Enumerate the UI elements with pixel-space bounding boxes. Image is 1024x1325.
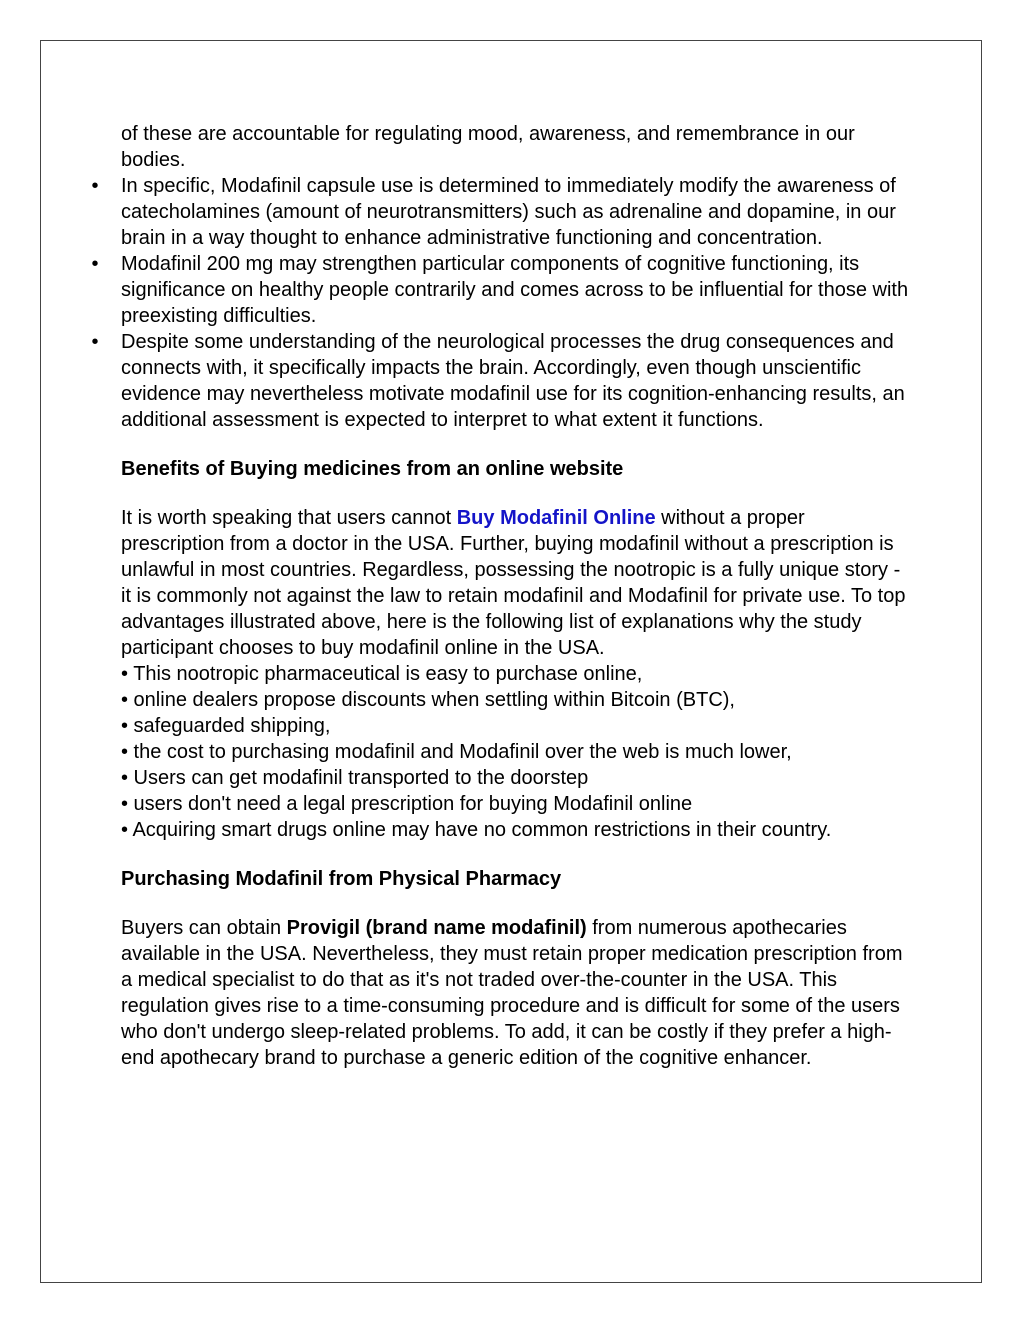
reason-line: • online dealers propose discounts when settling within Bitcoin (BTC), — [121, 689, 735, 711]
benefits-text-before-link: It is worth speaking that users cannot — [121, 507, 457, 529]
pharmacy-text-after-bold: from numerous apothecaries available in the USA. Nevertheless, they must retain proper medication prescription from a medical specialist to do that as it's not traded over-the-counter in the USA. This regulation gives rise to a time-consuming procedure and is difficult for some of the users who don't undergo sleep-related problems. To add, it can be costly if they prefer a high-end apothecary brand to purchase a generic edition of the cognitive enhancer. — [121, 917, 903, 1069]
bullet-icon: • — [91, 253, 99, 275]
document-body — [91, 121, 911, 1071]
section-heading-benefits: Benefits of Buying medicines from an online website — [121, 458, 624, 480]
pharmacy-paragraph — [121, 915, 911, 1071]
reason-line: • This nootropic pharmaceutical is easy to purchase online, — [121, 663, 643, 685]
provigil-brand-name: Provigil (brand name modafinil) — [286, 917, 587, 939]
list-item-text: Despite some understanding of the neurological processes the drug consequences and connects with, it specifically impacts the brain. Accordingly, even though unscientific evidence may nevertheless motivate modafinil use for its cognition-enhancing results, an additional assessment is expected to interpret to what extent it functions. — [121, 331, 905, 431]
list-item — [91, 251, 911, 329]
reason-line: • Users can get modafinil transported to the doorstep — [121, 767, 589, 789]
bullet-list — [91, 173, 911, 433]
list-item-text: In specific, Modafinil capsule use is determined to immediately modify the awareness of catecholamines (amount of neurotransmitters) such as adrenaline and dopamine, in our brain in a way thought to enhance administrative functioning and concentration. — [121, 175, 896, 249]
bullet-icon: • — [91, 331, 99, 353]
pharmacy-text-before-bold: Buyers can obtain — [121, 917, 287, 939]
list-item-text: Modafinil 200 mg may strengthen particular components of cognitive functioning, its significance on healthy people contrarily and comes across to be influential for those with preexisting difficulties. — [121, 253, 909, 327]
reason-line: • Acquiring smart drugs online may have no common restrictions in their country. — [121, 819, 832, 841]
reason-line: • users don't need a legal prescription for buying Modafinil online — [121, 793, 693, 815]
reason-line: • the cost to purchasing modafinil and Modafinil over the web is much lower, — [121, 741, 792, 763]
section-heading-pharmacy: Purchasing Modafinil from Physical Pharmacy — [121, 868, 562, 890]
bullet-icon: • — [91, 175, 99, 197]
buy-modafinil-online-link[interactable]: Buy Modafinil Online — [456, 507, 656, 529]
list-item — [91, 329, 911, 433]
reason-line: • safeguarded shipping, — [121, 715, 331, 737]
benefits-paragraph — [121, 505, 911, 661]
intro-continuation: of these are accountable for regulating mood, awareness, and remembrance in our bodies. — [121, 123, 855, 171]
list-item — [91, 173, 911, 251]
benefits-text-after-link: without a proper prescription from a doctor in the USA. Further, buying modafinil without a prescription is unlawful in most countries. Regardless, possessing the nootropic is a fully unique story - it is commonly not against the law to retain modafinil and Modafinil for private use. To top advantages illustrated above, here is the following list of explanations why the study participant chooses to buy modafinil online in the USA. — [121, 507, 906, 659]
